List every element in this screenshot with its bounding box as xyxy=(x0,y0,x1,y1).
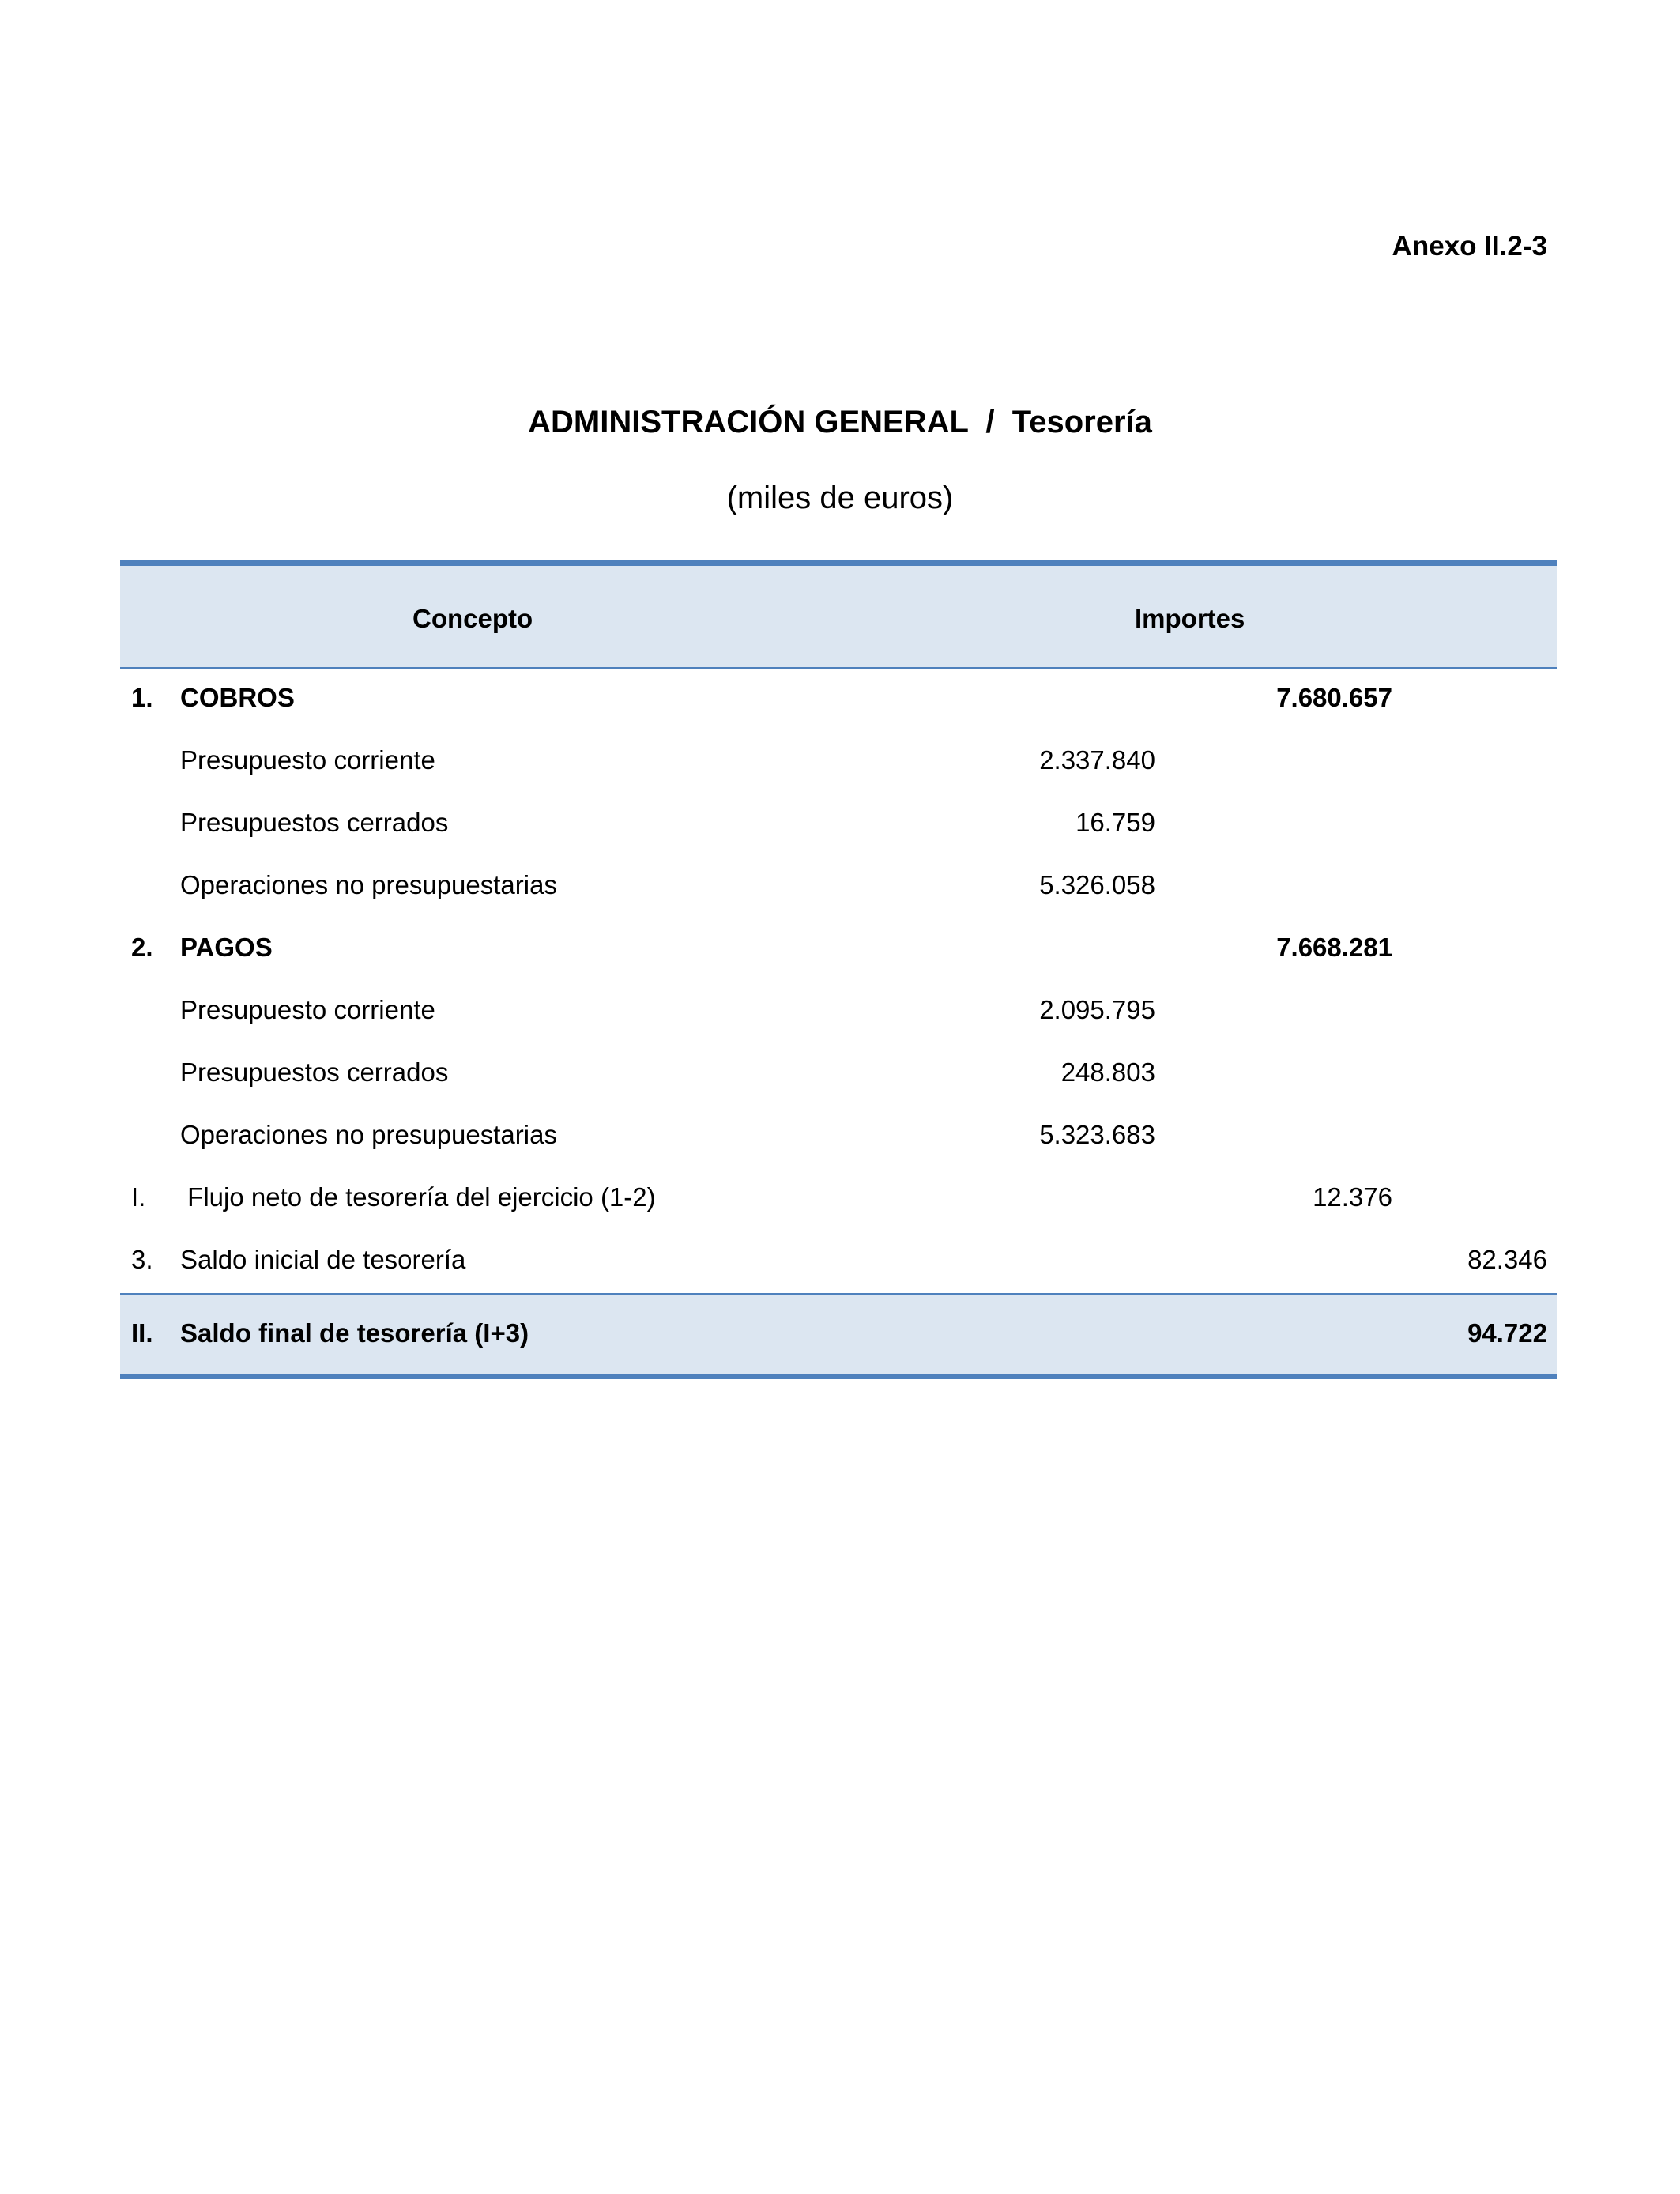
row-total-amount: 82.346 xyxy=(1467,1245,1547,1274)
row-number: 1. xyxy=(131,683,153,712)
table-row xyxy=(120,1231,1557,1293)
row-label: Presupuestos cerrados xyxy=(180,808,449,837)
table-row xyxy=(120,918,1557,981)
final-value: 94.722 xyxy=(1467,1318,1547,1348)
header-concept: Concepto xyxy=(412,604,533,633)
table-row xyxy=(120,731,1557,794)
row-label: Flujo neto de tesorería del ejercicio (1-2) xyxy=(180,1182,656,1212)
table-row xyxy=(120,669,1557,731)
row-label: Presupuesto corriente xyxy=(180,995,435,1024)
row-detail-amount: 5.323.683 xyxy=(1039,1120,1155,1149)
row-label: Saldo inicial de tesorería xyxy=(180,1245,466,1274)
annex-label: Anexo II.2-3 xyxy=(1392,231,1547,262)
row-number: I. xyxy=(131,1182,146,1212)
row-label: Presupuestos cerrados xyxy=(180,1057,449,1087)
row-number: 2. xyxy=(131,933,153,962)
row-subtotal-amount: 7.680.657 xyxy=(1276,683,1392,712)
final-balance-row xyxy=(120,1295,1557,1374)
table-row xyxy=(120,1106,1557,1168)
row-detail-amount: 5.326.058 xyxy=(1039,870,1155,899)
row-label: Operaciones no presupuestarias xyxy=(180,870,557,899)
row-label: PAGOS xyxy=(180,933,273,962)
final-label: Saldo final de tesorería (I+3) xyxy=(180,1318,529,1348)
row-detail-amount: 16.759 xyxy=(1075,808,1155,837)
treasury-table xyxy=(120,560,1557,1379)
table-row xyxy=(120,981,1557,1043)
row-subtotal-amount: 7.668.281 xyxy=(1276,933,1392,962)
row-subtotal-amount: 12.376 xyxy=(1313,1182,1392,1212)
table-bottom-rule xyxy=(120,1374,1557,1379)
row-detail-amount: 248.803 xyxy=(1060,1057,1155,1087)
table-header xyxy=(120,566,1557,667)
row-number: 3. xyxy=(131,1245,153,1274)
row-label: Presupuesto corriente xyxy=(180,745,435,775)
row-detail-amount: 2.337.840 xyxy=(1039,745,1155,775)
row-detail-amount: 2.095.795 xyxy=(1039,995,1155,1024)
table-row xyxy=(120,856,1557,918)
page-title: ADMINISTRACIÓN GENERAL / Tesorería xyxy=(528,405,1152,439)
header-amounts: Importes xyxy=(1135,604,1245,633)
table-row xyxy=(120,1168,1557,1231)
page-subtitle: (miles de euros) xyxy=(726,481,954,515)
table-top-rule xyxy=(120,560,1557,566)
table-row xyxy=(120,1043,1557,1106)
table-row xyxy=(120,794,1557,856)
row-label: COBROS xyxy=(180,683,295,712)
final-number: II. xyxy=(131,1318,153,1348)
row-label: Operaciones no presupuestarias xyxy=(180,1120,557,1149)
